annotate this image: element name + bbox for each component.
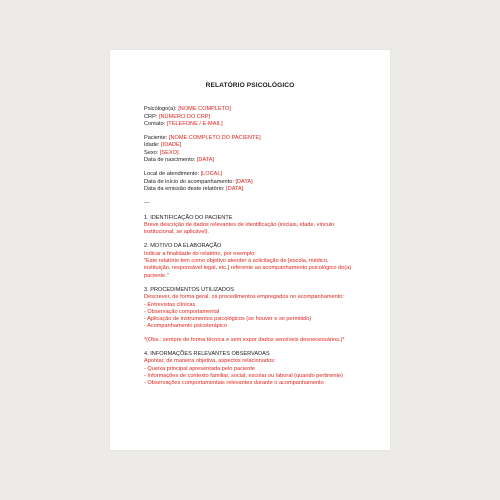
- field-label: Sexo:: [144, 149, 159, 156]
- field-placeholder: [SEXO]: [159, 149, 179, 156]
- list-item: - Observações comportamentais relevantes durante o acompanhamento: [144, 380, 324, 387]
- field-placeholder: [NOME COMPLETO DO PACIENTE]: [168, 135, 261, 142]
- field-psychologist: [144, 106, 356, 113]
- field-placeholder: [IDADE]: [161, 142, 182, 149]
- field-label: Contato:: [144, 120, 166, 127]
- field-label: CRP:: [144, 113, 158, 120]
- field-placeholder: [DATA]: [226, 185, 244, 192]
- section-observations: [144, 351, 356, 387]
- field-location: [144, 171, 356, 178]
- list-item: - Informações de contexto familiar, social, escolar ou laboral (quando pertinente): [144, 372, 343, 379]
- field-placeholder: [NOME COMPLETO]: [178, 106, 231, 113]
- section-body: Breve descrição de dados relevantes de identificação (iniciais, idade, vínculo institucional, se aplicável).: [144, 221, 335, 236]
- list-item: - Observação comportamental: [144, 308, 220, 315]
- field-label: Data de início do acompanhamento:: [144, 178, 234, 185]
- section-intro: Apontar, de maneira objetiva, aspectos relacionados:: [144, 358, 276, 365]
- field-placeholder: [DATA]: [235, 178, 253, 185]
- patient-info: [144, 135, 356, 164]
- field-label: Idade:: [144, 142, 160, 149]
- section-identification: [144, 215, 356, 237]
- professional-info: [144, 106, 356, 128]
- field-placeholder: [DATA]: [196, 157, 215, 164]
- section-title: 1. IDENTIFICAÇÃO DO PACIENTE: [144, 214, 233, 221]
- list-item: - Aplicação de instrumentos psicológicos (se houver e se permitido): [144, 316, 312, 323]
- section-procedures: [144, 287, 356, 344]
- field-start-date: [144, 179, 356, 186]
- document-title: RELATÓRIO PSICOLÓGICO: [205, 82, 295, 89]
- field-label: Psicólogo(a):: [144, 106, 177, 113]
- section-title: 3. PROCEDIMENTOS UTILIZADOS: [144, 286, 235, 293]
- document-page: [110, 50, 390, 450]
- list-item: - Entrevistas clínicas: [144, 301, 196, 308]
- service-info: [144, 171, 356, 193]
- field-placeholder: [LOCAL]: [200, 171, 223, 178]
- section-intro: Indicar a finalidade do relatório, por exemplo:: [144, 250, 256, 257]
- list-item: - Queixa principal apresentada pelo paciente: [144, 365, 256, 372]
- section-intro: Descrever, de forma geral, os procedimentos empregados no acompanhamento:: [144, 294, 344, 301]
- separator: ---: [144, 200, 150, 207]
- field-issue-date: [144, 186, 356, 193]
- field-age: [144, 142, 356, 149]
- section-note: *(Obs.: sempre de forma técnica e sem expor dados sensíveis desnecessários.)*: [144, 336, 345, 343]
- field-label: Paciente:: [144, 135, 168, 142]
- field-birth-date: [144, 157, 356, 164]
- field-sex: [144, 150, 356, 157]
- section-reason: [144, 243, 356, 279]
- field-crp: [144, 114, 356, 121]
- field-label: Data de nascimento:: [144, 157, 196, 164]
- field-placeholder: [TELEFONE / E-MAIL]: [166, 120, 223, 127]
- section-body: "Este relatório tem como objetivo atender à solicitação de [escola, médico, instituição, responsável legal, etc.] referente ao acompanhamento psicológico do(a) paciente.": [144, 258, 352, 279]
- field-label: Data da emissão deste relatório:: [144, 185, 225, 192]
- section-title: 4. INFORMAÇÕES RELEVANTES OBSERVADAS: [144, 351, 270, 358]
- field-contact: [144, 121, 356, 128]
- section-title: 2. MOTIVO DA ELABORAÇÃO: [144, 243, 222, 250]
- field-label: Local de atendimento:: [144, 171, 200, 178]
- list-item: - Acompanhamento psicoterápico: [144, 323, 228, 330]
- field-placeholder: [NÚMERO DO CRP]: [158, 113, 211, 120]
- field-patient: [144, 135, 356, 142]
